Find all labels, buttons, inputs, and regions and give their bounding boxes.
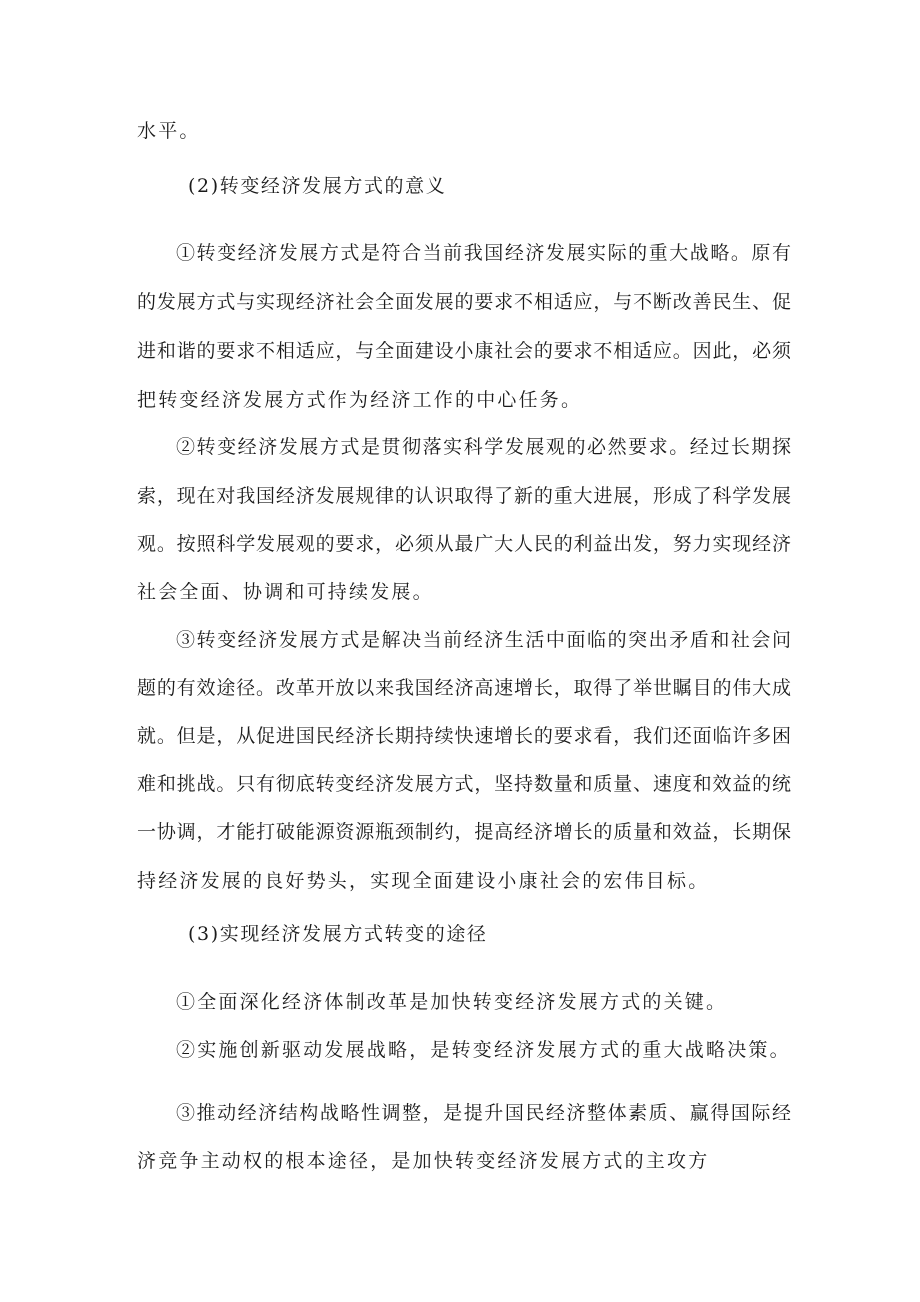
paragraph-line: ③转变经济发展方式是解决当前经济生活中面临的突出矛盾和社会问 <box>176 629 791 651</box>
paragraph-line: 把转变经济发展方式作为经济工作的中心任务。 <box>137 389 583 411</box>
paragraph-line: ①转变经济发展方式是符合当前我国经济发展实际的重大战略。原有 <box>176 242 791 264</box>
paragraph-line: ①全面深化经济体制改革是加快转变经济发展方式的关键。 <box>176 991 728 1013</box>
paragraph-line: ②实施创新驱动发展战略，是转变经济发展方式的重大战略决策。 <box>176 1039 791 1061</box>
section-heading: (2)转变经济发展方式的意义 <box>188 175 447 197</box>
paragraph-line: 社会全面、协调和可持续发展。 <box>137 581 434 603</box>
paragraph-line: 济竞争主动权的根本途径，是加快转变经济发展方式的主攻方 <box>137 1150 710 1172</box>
paragraph-line: 观。按照科学发展观的要求，必须从最广大人民的利益出发，努力实现经济 <box>137 533 791 555</box>
paragraph-line: 难和挑战。只有彻底转变经济发展方式，坚持数量和质量、速度和效益的统 <box>137 773 791 795</box>
paragraph-line: 索，现在对我国经济发展规律的认识取得了新的重大进展，形成了科学发展 <box>137 485 791 507</box>
paragraph-line: 的发展方式与实现经济社会全面发展的要求不相适应，与不断改善民生、促 <box>137 291 791 313</box>
paragraph-line: 进和谐的要求不相适应，与全面建设小康社会的要求不相适应。因此，必须 <box>137 340 791 362</box>
paragraph-line: 持经济发展的良好势头，实现全面建设小康社会的宏伟目标。 <box>137 870 710 892</box>
paragraph-line: 就。但是，从促进国民经济长期持续快速增长的要求看，我们还面临许多困 <box>137 725 791 747</box>
text-line: 水平。 <box>137 120 201 142</box>
section-heading: (3)实现经济发展方式转变的途径 <box>188 923 488 945</box>
paragraph-line: 一协调，才能打破能源资源瓶颈制约，提高经济增长的质量和效益，长期保 <box>137 821 791 843</box>
paragraph-line: ③推动经济结构战略性调整，是提升国民经济整体素质、赢得国际经 <box>176 1102 791 1124</box>
paragraph-line: 题的有效途径。改革开放以来我国经济高速增长，取得了举世瞩目的伟大成 <box>137 677 791 699</box>
paragraph-line: ②转变经济发展方式是贯彻落实科学发展观的必然要求。经过长期探 <box>176 436 791 458</box>
